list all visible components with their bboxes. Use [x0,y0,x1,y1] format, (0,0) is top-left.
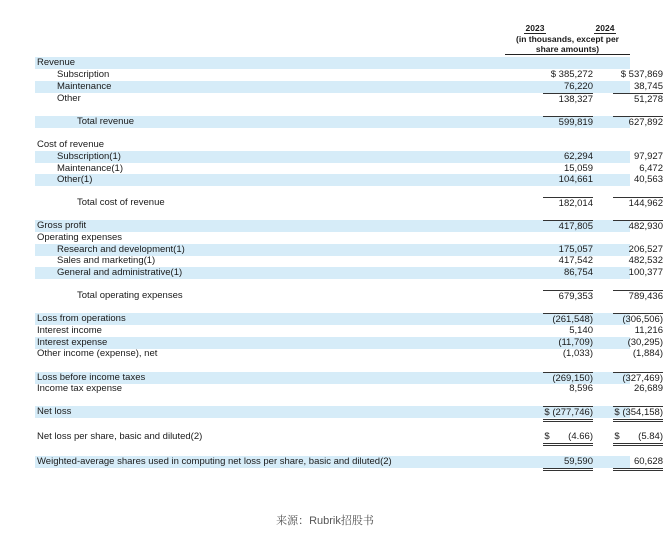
row-label: Gross profit [37,220,87,231]
row-label: Net loss [37,406,72,417]
row-label: Net loss per share, basic and diluted(2) [37,431,203,442]
value-2023: 679,353 [543,290,593,303]
row-label: Weighted-average shares used in computing net loss per share, basic and diluted(2) [37,456,392,467]
statement-row [35,163,663,175]
value-2024: 60,628 [613,456,663,471]
value-2023: 182,014 [543,197,593,210]
value-2024: $ (354,158) [613,406,663,422]
value-2024: 144,962 [613,197,663,210]
statement-row [35,93,663,105]
value-2023: 59,590 [543,456,593,471]
statement-row [35,337,663,349]
source-caption: 来源：Rubrik招股书 [276,515,374,527]
row-label: Cost of revenue [37,139,105,150]
value-2023: 599,819 [543,116,593,129]
value-2023: 138,327 [543,93,593,106]
value-2024: 97,927 [633,151,663,162]
row-label: Total revenue [77,116,135,127]
row-label: Interest expense [37,337,108,348]
value-2024: 100,377 [628,267,663,278]
row-label: Loss before income taxes [37,372,146,383]
statement-row [35,244,663,256]
row-label: Other [57,93,81,104]
row-label: Interest income [37,325,102,336]
row-label: Total operating expenses [77,290,183,301]
column-header-2023 [505,23,565,34]
row-label: Loss from operations [37,313,126,324]
value-2024: (30,295) [627,337,663,348]
column-header-2024 [575,23,635,34]
row-label: Revenue [37,57,76,68]
statement-row [35,139,630,151]
statement-row [35,372,663,384]
value-2024: (306,506) [613,313,663,326]
value-2023: 5,140 [569,325,593,336]
statement-row [35,255,663,267]
statement-row [35,174,663,186]
value-2023: (261,548) [543,313,593,326]
value-2023: $ 385,272 [550,69,593,80]
value-2023: 62,294 [563,151,593,162]
value-2023: (11,709) [558,337,593,348]
statement-row [35,267,663,279]
value-2023: 417,542 [558,255,593,266]
units-note-line2: share amounts) [535,44,600,54]
value-2024: 482,930 [613,220,663,233]
row-label: General and administrative(1) [57,267,183,278]
statement-row [35,313,663,325]
year-2024-label: 2024 [595,23,615,33]
row-label: Maintenance(1) [57,163,124,174]
statement-row [35,69,663,81]
row-label: Subscription(1) [57,151,121,162]
value-2024: (327,469) [613,372,663,385]
year-2023-label: 2023 [525,23,545,33]
row-label: Other(1) [57,174,93,185]
statement-row [35,116,663,128]
statement-row [35,151,663,163]
value-2024: (1,884) [632,348,663,359]
row-label: Maintenance [57,81,112,92]
statement-row [35,197,663,209]
row-label: Sales and marketing(1) [57,255,156,266]
value-2023: 86,754 [563,267,593,278]
statement-row [35,57,630,69]
statement-row [35,290,663,302]
statement-row [35,348,663,360]
statement-row [35,431,663,443]
value-2024: $ (5.84) [613,431,663,446]
value-2024: 789,436 [613,290,663,303]
value-2023: (269,150) [543,372,593,385]
statement-row [35,232,630,244]
value-2023: 76,220 [563,81,593,92]
statement-row [35,383,663,395]
value-2023: (1,033) [562,348,593,359]
units-note-line1: (in thousands, except per [516,34,619,44]
row-label: Other income (expense), net [37,348,158,359]
value-2024: 6,472 [639,163,663,174]
units-note [505,34,630,55]
value-2023: 15,059 [563,163,593,174]
row-label: Subscription [57,69,110,80]
value-2024: $ 537,869 [620,69,663,80]
value-2024: 206,527 [628,244,663,255]
value-2024: 38,745 [633,81,663,92]
value-2023: 175,057 [558,244,593,255]
value-2023: 104,661 [558,174,593,185]
value-2024: 51,278 [613,93,663,106]
value-2023: 417,805 [543,220,593,233]
value-2023: $ (277,746) [543,406,593,422]
row-label: Total cost of revenue [77,197,165,208]
value-2023: $ (4.66) [543,431,593,446]
value-2024: 11,216 [634,325,663,336]
row-label: Income tax expense [37,383,123,394]
statement-row [35,220,663,232]
statement-row [35,456,663,468]
row-label: Operating expenses [37,232,123,243]
statement-row [35,325,663,337]
value-2024: 40,563 [633,174,663,185]
value-2024: 26,689 [633,383,663,394]
value-2023: 8,596 [569,383,593,394]
value-2024: 482,532 [628,255,663,266]
statement-row [35,406,663,418]
statement-row [35,81,663,93]
value-2024: 627,892 [613,116,663,129]
row-label: Research and development(1) [57,244,185,255]
